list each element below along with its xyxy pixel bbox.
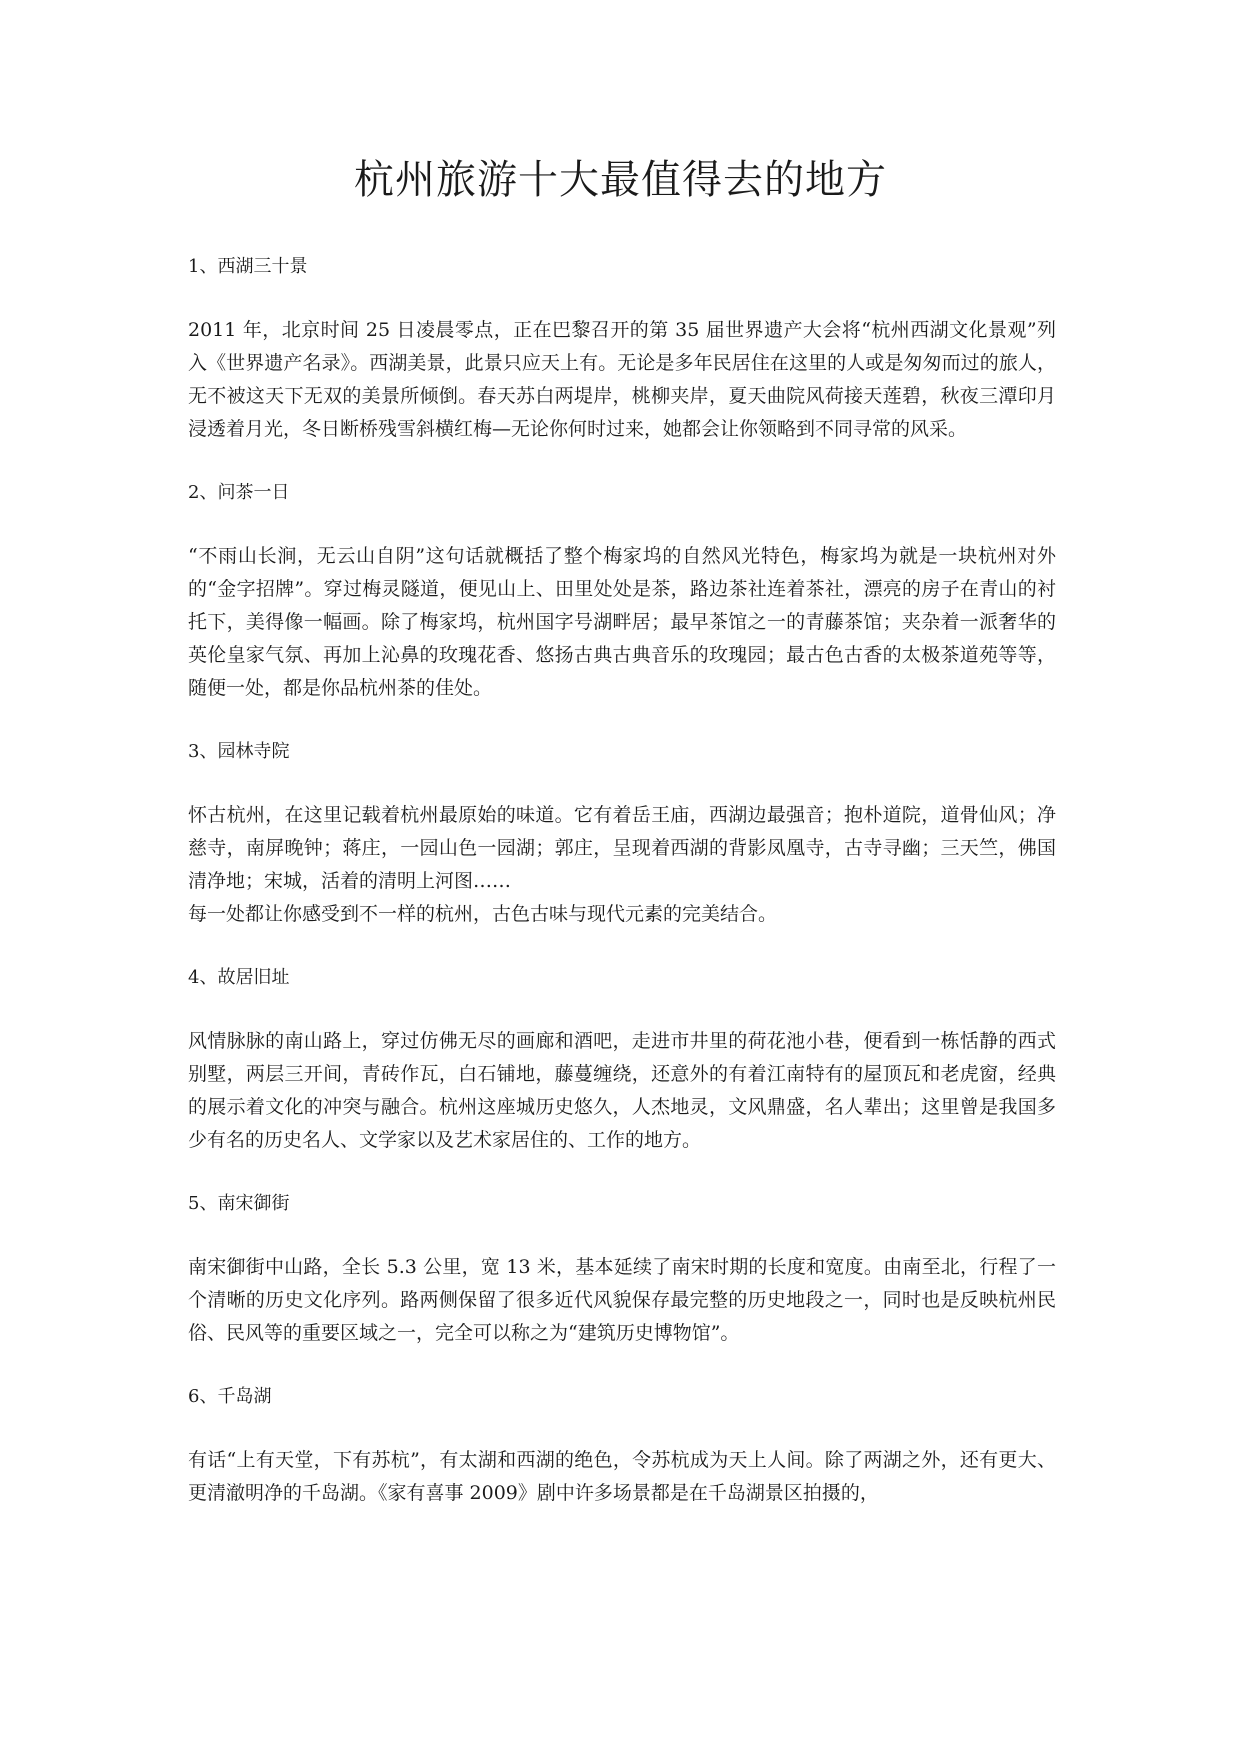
section-paragraph: 怀古杭州，在这里记载着杭州最原始的味道。它有着岳王庙，西湖边最强音；抱朴道院，道骨仙风；净慈寺，南屏晚钟；蒋庄，一园山色一园湖；郭庄，呈现着西湖的背影凤凰寺，古寺寻幽；三天竺，佛国清净地；宋城，活着的清明上河图…… [188,804,1056,892]
section-xihu [188,250,1056,446]
section-former-residences [188,961,1056,1157]
section-heading: 2、问茶一日 [188,482,290,503]
section-tea [188,476,1056,705]
section-gardens-temples [188,735,1056,931]
section-paragraph: 有话“上有天堂，下有苏杭”，有太湖和西湖的绝色，令苏杭成为天上人间。除了两湖之外，还有更大、更清澈明净的千岛湖。《家有喜事 2009》剧中许多场景都是在千岛湖景区拍摄的， [188,1449,1056,1504]
document-body [188,250,1056,1540]
page-title: 杭州旅游十大最值得去的地方 [354,157,887,203]
section-heading: 4、故居旧址 [188,967,290,988]
section-heading: 1、西湖三十景 [188,256,308,277]
section-imperial-street [188,1187,1056,1350]
section-paragraph: 每一处都让你感受到不一样的杭州，古色古味与现代元素的完美结合。 [188,903,778,925]
section-heading: 6、千岛湖 [188,1386,272,1407]
section-qiandao-lake [188,1380,1056,1510]
section-heading: 5、南宋御街 [188,1193,290,1214]
section-paragraph: 南宋御街中山路，全长 5.3 公里，宽 13 米，基本延续了南宋时期的长度和宽度。由南至北，行程了一个清晰的历史文化序列。路两侧保留了很多近代风貌保存最完整的历史地段之一，同时也是反映杭州民俗、民风等的重要区域之一，完全可以称之为“建筑历史博物馆”。 [188,1256,1056,1344]
section-paragraph: 风情脉脉的南山路上，穿过仿佛无尽的画廊和酒吧，走进市井里的荷花池小巷，便看到一栋恬静的西式别墅，两层三开间，青砖作瓦，白石铺地，藤蔓缠绕，还意外的有着江南特有的屋顶瓦和老虎窗，经典的展示着文化的冲突与融合。杭州这座城历史悠久，人杰地灵，文风鼎盛，名人辈出；这里曾是我国多少有名的历史名人、文学家以及艺术家居住的、工作的地方。 [188,1030,1056,1151]
section-paragraph: 2011 年，北京时间 25 日凌晨零点，正在巴黎召开的第 35 届世界遗产大会将“杭州西湖文化景观”列入《世界遗产名录》。西湖美景，此景只应天上有。无论是多年民居住在这里的人或是匆匆而过的旅人，无不被这天下无双的美景所倾倒。春天苏白两堤岸，桃柳夹岸，夏天曲院风荷接天莲碧，秋夜三潭印月浸透着月光，冬日断桥残雪斜横红梅—无论你何时过来，她都会让你领略到不同寻常的风采。 [188,319,1056,440]
section-heading: 3、园林寺院 [188,741,290,762]
section-paragraph: “不雨山长涧，无云山自阴”这句话就概括了整个梅家坞的自然风光特色，梅家坞为就是一块杭州对外的“金字招牌”。穿过梅灵隧道，便见山上、田里处处是茶，路边茶社连着茶社，漂亮的房子在青山的衬托下，美得像一幅画。除了梅家坞，杭州国字号湖畔居；最早茶馆之一的青藤茶馆；夹杂着一派奢华的英伦皇家气氛、再加上沁鼻的玫瑰花香、悠扬古典古典音乐的玫瑰园；最古色古香的太极茶道苑等等，随便一处，都是你品杭州茶的佳处。 [188,545,1056,699]
